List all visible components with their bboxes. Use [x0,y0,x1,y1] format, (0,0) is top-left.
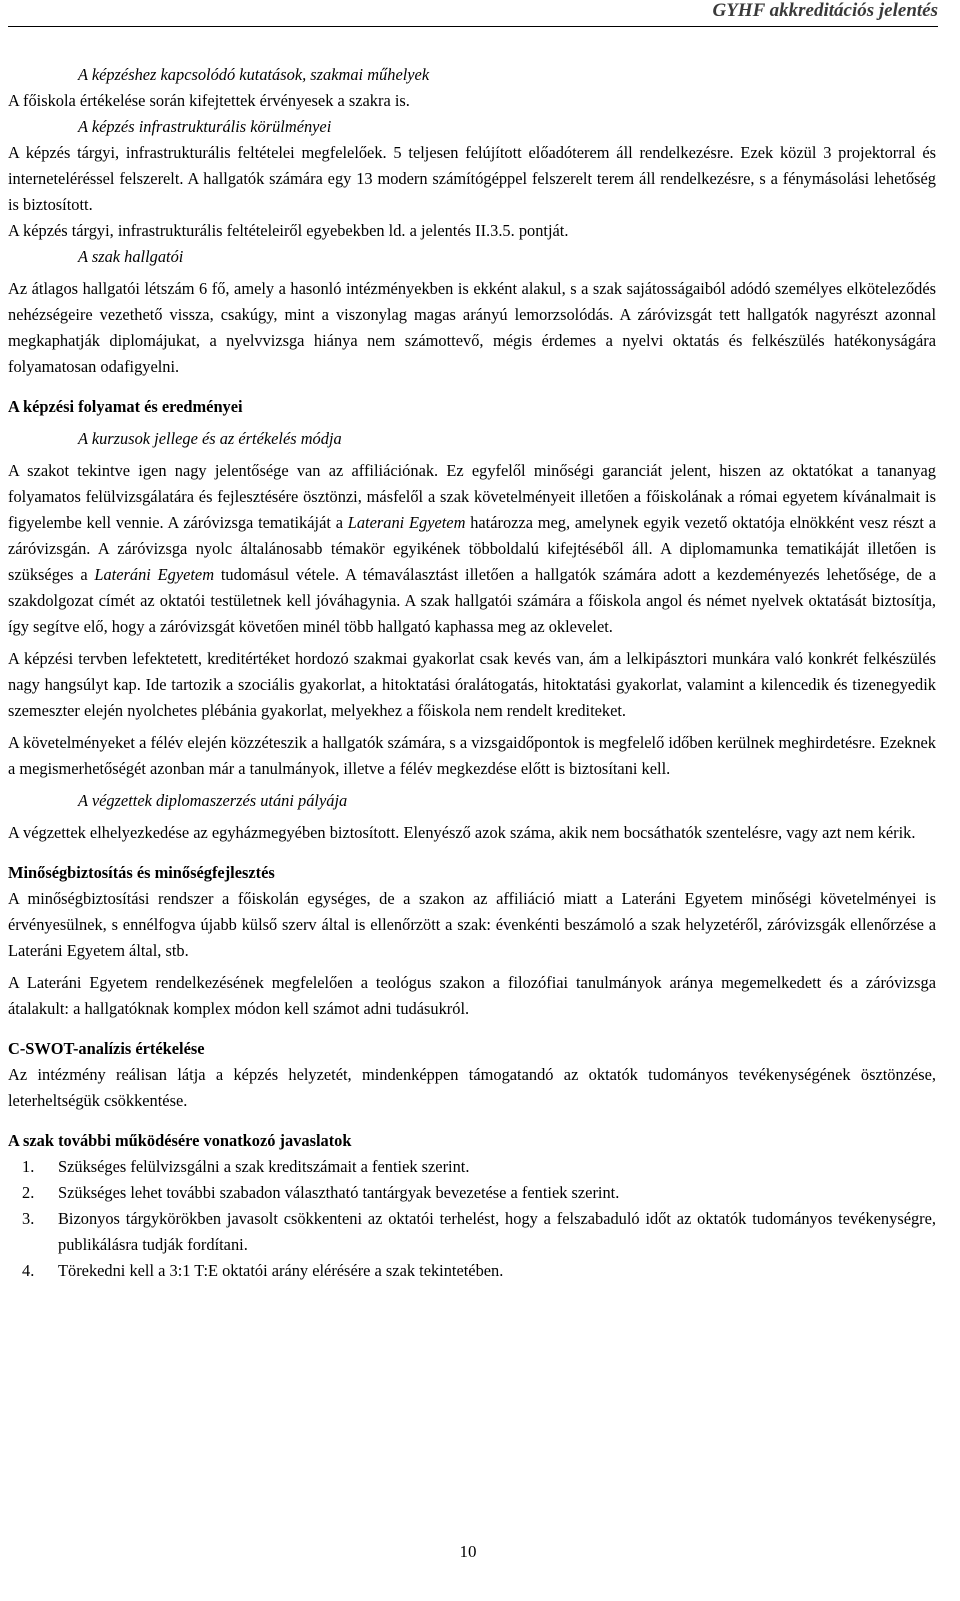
document-body [8,62,936,1284]
running-header: GYHF akkreditációs jelentés [712,0,938,21]
list-item-text: Szükséges felülvizsgálni a szak kreditszámait a fentiek szerint. [58,1157,470,1176]
laterani-egyetem-italic-1: Laterani Egyetem [347,513,466,532]
list-item-text: Törekedni kell a 3:1 T:E oktatói arány elérésére a szak tekintetében. [58,1261,504,1280]
paragraph-affiliation-part1: A szakot tekintve igen nagy jelentősége van az affiliációnak. Ez egyfelől minőségi garanciát jelent, hiszen az oktatókat a tananyag folyamatos felülvizsgálatára és fejlesztésére ösztönzi, másfelől a szak követelményeit illetően a főiskolának a római egyetem kívánalmait is figyelembe kell vennie. A záróvizsga tematikáját a [8,461,936,532]
paragraph-students: Az átlagos hallgatói létszám 6 fő, amely a hasonló intézményekben is ekként alakul, s a szak sajátosságaiból adódó személyes elköteleződés nehézségeire vezethető vissza, csakúgy, mint a viszonylag magas arányú lemorzsolódás. A záróvizsgát tett hallgatók nagyrészt azonnal megkaphatják diplomájukat, a nyelvvizsga hiánya nem számottevő, mégis érdemes a nyelvi oktatás és felkészülés hatékonyságára folyamatosan odafigyelni. [8,279,936,376]
subheading-infrastructure: A képzés infrastrukturális körülményei [78,117,332,136]
subheading-courses: A kurzusok jellege és az értékelés módja [78,429,342,448]
paragraph-practice: A képzési tervben lefektetett, kreditértéket hordozó szakmai gyakorlat csak kevés van, ám a lelkipásztori munkára való konkrét felkészülés nagy hangsúlyt kap. Ide tartozik a szociális gyakorlat, a hitoktatási óralátogatás, hitoktatási gyakorlat, valamint a kilencedik és tizenegyedik szemeszter elején nyolchetes plébánia gyakorlat, melyekhez a főiskola nem rendelt krediteket. [8,649,936,720]
subheading-students: A szak hallgatói [78,247,184,266]
heading-recommendations: A szak további működésére vonatkozó javaslatok [8,1131,352,1150]
list-item-number: 2. [22,1183,35,1202]
paragraph-infrastructure-ref: A képzés tárgyi, infrastrukturális feltételeiről egyebekben ld. a jelentés II.3.5. pontját. [8,221,569,240]
list-item-number: 1. [22,1157,35,1176]
subheading-graduates: A végzettek diplomaszerzés utáni pályája [78,791,348,810]
list-item [8,1206,936,1258]
list-item [8,1154,936,1180]
paragraph-affiliation-part2: határozza meg, amelynek egyik vezető oktatója elnökként vesz részt a záróvizsgán. A záróvizsga nyolc általánosabb témakör egyikének többoldalú kifejtéséből áll. A diplomamunka tematikáját illetően is szükséges a [8,513,936,584]
paragraph-affiliation-part3: tudomásul vétele. A témaválasztást illetően a hallgatók számára adott a kezdeményezés lehetősége, de a szakdolgozat címét az oktatói testületnek kell jóváhagynia. A szak hallgatói számára a főiskola angol és német nyelvek oktatását biztosítja, így segítve elő, hogy a záróvizsgát követően minél több hallgató kaphassa meg az oklevelet. [8,565,937,636]
paragraph-quality-2: A Lateráni Egyetem rendelkezésének megfelelően a teológus szakon a filozófiai tanulmányok aránya megemelkedett és a záróvizsga átalakult: a hallgatóknak komplex módon kell számot adni tudásukról. [8,973,936,1018]
laterani-egyetem-italic-2: Lateráni Egyetem [94,565,215,584]
paragraph-quality-1: A minőségbiztosítási rendszer a főiskolán egységes, de a szakon az affiliáció miatt a Lateráni Egyetem minőségi követelményei is érvényesülnek, s ennélfogva újabb külső szerv által is ellenőrzött a szak: évenkénti beszámoló a szak helyzetéről, záróvizsgák ellenőrzése a Lateráni Egyetem által, stb. [8,889,936,960]
paragraph-research: A főiskola értékelése során kifejtettek érvényesek a szakra is. [8,91,410,110]
list-item-number: 3. [22,1209,35,1228]
subheading-research: A képzéshez kapcsolódó kutatások, szakmai műhelyek [78,65,430,84]
list-item [8,1258,936,1284]
heading-cswot: C-SWOT-analízis értékelése [8,1039,205,1058]
page-number: 10 [459,1542,477,1561]
recommendations-list [8,1154,936,1284]
list-item-number: 4. [22,1261,35,1280]
list-item-text: Szükséges lehet további szabadon választható tantárgyak bevezetése a fentiek szerint. [58,1183,620,1202]
header-rule [8,26,938,27]
paragraph-requirements: A követelményeket a félév elején közzéteszik a hallgatók számára, s a vizsgaidőpontok is megfelelő időben kerülnek meghirdetésre. Ezeknek a megismerhetőségét azonban már a tanulmányok, illetve a félév megkezdése előtt is biztosítani kell. [8,733,936,778]
list-item-text: Bizonyos tárgykörökben javasolt csökkenteni az oktatói terhelést, hogy a felszabaduló időt az oktatók tudományos tevékenységre, publikálásra tudják fordítani. [58,1209,936,1254]
paragraph-affiliation [8,458,936,640]
list-item [8,1180,936,1206]
paragraph-cswot: Az intézmény reálisan látja a képzés helyzetét, mindenképpen támogatandó az oktatók tudományos tevékenységének ösztönzése, leterheltségük csökkentése. [8,1065,936,1110]
heading-training-process: A képzési folyamat és eredményei [8,397,243,416]
paragraph-graduates: A végzettek elhelyezkedése az egyházmegyében biztosított. Elenyésző azok száma, akik nem bocsáthatók szentelésre, vagy azt nem kérik. [8,823,916,842]
heading-quality: Minőségbiztosítás és minőségfejlesztés [8,863,275,882]
paragraph-infrastructure: A képzés tárgyi, infrastrukturális feltételei megfelelőek. 5 teljesen felújított előadóterem áll rendelkezésre. Ezek közül 3 projektorral és interneteléréssel felszerelt. A hallgatók számára egy 13 modern számítógéppel felszerelt terem áll rendelkezésre, s a fénymásolási lehetőség is biztosított. [8,143,936,214]
